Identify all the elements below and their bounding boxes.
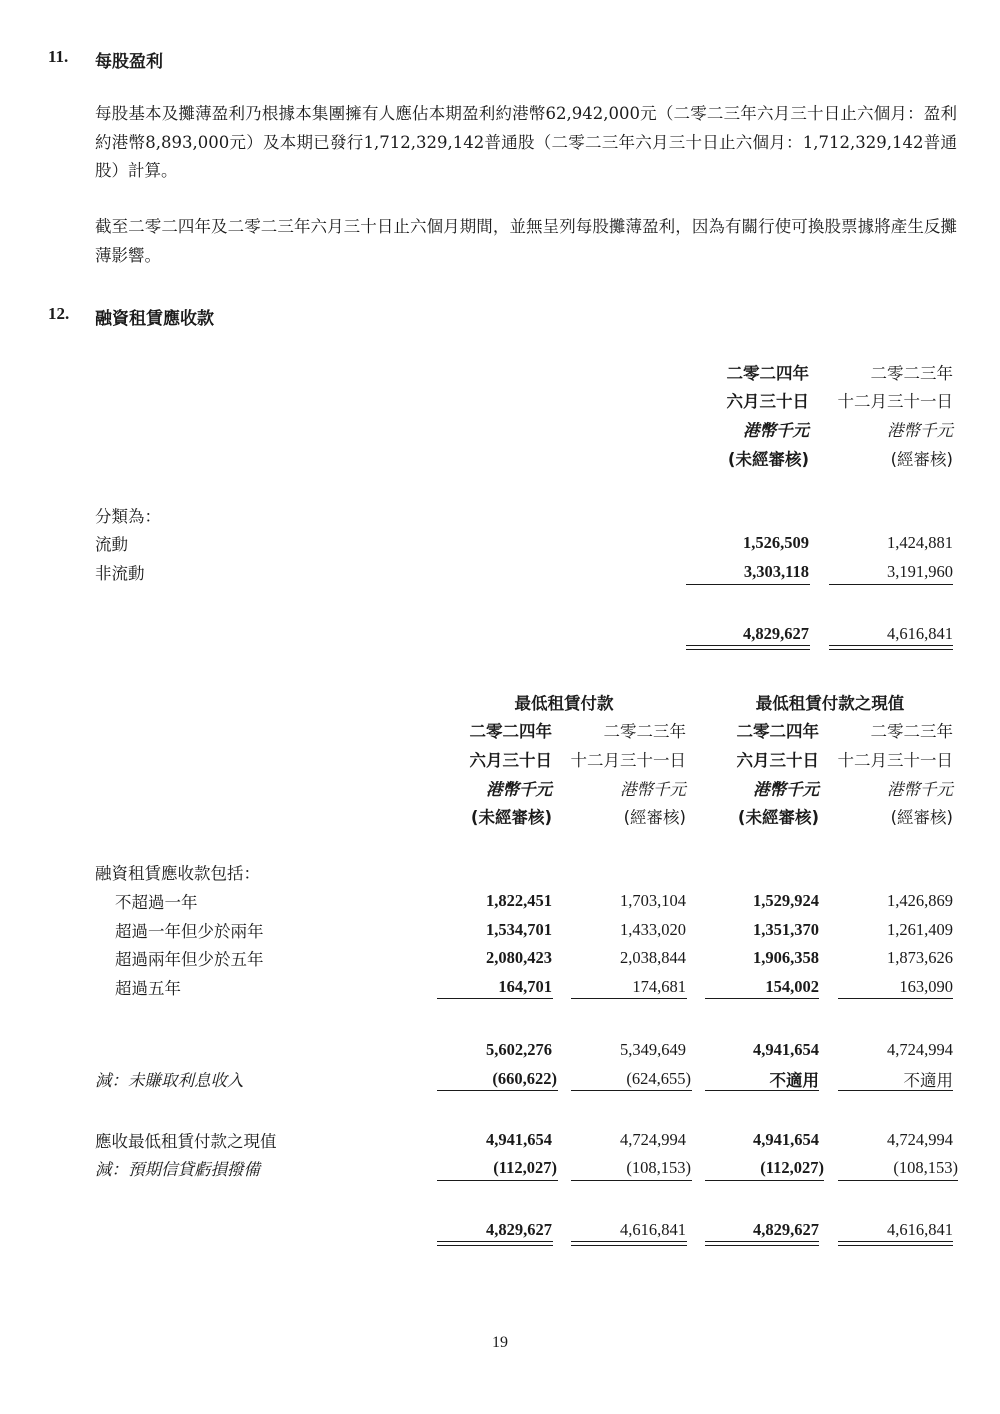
table2-double-underline-b xyxy=(571,1241,687,1246)
cell-b: (108,153) xyxy=(626,1158,691,1177)
cell-2024: 4,829,627 xyxy=(743,624,809,643)
header-audit: (經審核) xyxy=(890,808,953,827)
cell-c: (112,027) xyxy=(760,1158,824,1177)
row-label: 減：預期信貸虧損撥備 xyxy=(95,1160,260,1179)
cell-a: 5,602,276 xyxy=(486,1040,552,1059)
eps-paragraph-1: 每股基本及攤薄盈利乃根據本集團擁有人應佔本期盈利約港幣62,942,000元（二零二三年六月三十日止六個月：盈利約港幣8,893,000元）及本期已發行1,712,329,142普通股（二零二三年六月三十日止六個月：1,712,329,142普通股）計算。 xyxy=(95,104,957,180)
cell-a: (112,027) xyxy=(493,1158,557,1177)
header-unit: 港幣千元 xyxy=(486,780,552,799)
table2-underline-c xyxy=(705,1090,819,1091)
cell-c: 154,002 xyxy=(765,977,819,996)
header-unit: 港幣千元 xyxy=(887,780,953,799)
header-year: 二零二三年 xyxy=(870,364,953,383)
cell-a: 1,534,701 xyxy=(486,920,552,939)
header-unit: 港幣千元 xyxy=(620,780,686,799)
row-label: 減：未賺取利息收入 xyxy=(95,1071,244,1090)
cell-d: 不適用 xyxy=(903,1071,953,1090)
cell-a: 2,080,423 xyxy=(486,948,552,967)
table1-caption: 分類為： xyxy=(95,507,161,526)
row-label: 不超過一年 xyxy=(115,893,198,912)
section-number: 11. xyxy=(48,47,69,66)
header-date: 六月三十日 xyxy=(469,751,552,770)
table2-underline-b xyxy=(571,1090,692,1091)
header-year: 二零二四年 xyxy=(726,364,809,383)
cell-d: 1,426,869 xyxy=(887,891,953,910)
cell-a: 164,701 xyxy=(498,977,552,996)
table2-underline-b xyxy=(571,998,687,999)
header-year: 二零二四年 xyxy=(736,722,819,741)
section-title: 融資租賃應收款 xyxy=(95,309,214,329)
header-year: 二零二四年 xyxy=(469,722,552,741)
cell-2024: 1,526,509 xyxy=(743,533,809,552)
table2-underline-a xyxy=(437,1180,558,1181)
cell-d: 1,261,409 xyxy=(887,920,953,939)
table2-caption: 融資租賃應收款包括： xyxy=(95,864,260,883)
header-unit: 港幣千元 xyxy=(753,780,819,799)
cell-d: (108,153) xyxy=(893,1158,958,1177)
cell-c: 1,906,358 xyxy=(753,948,819,967)
table1-underline-2024 xyxy=(686,584,810,585)
cell-d: 1,873,626 xyxy=(887,948,953,967)
header-year: 二零二三年 xyxy=(603,722,686,741)
header-date: 十二月三十一日 xyxy=(837,392,953,411)
table2-double-underline-d xyxy=(838,1241,953,1246)
page-number: 19 xyxy=(492,1334,508,1351)
cell-b: 5,349,649 xyxy=(620,1040,686,1059)
cell-b: 2,038,844 xyxy=(620,948,686,967)
cell-b: 4,724,994 xyxy=(620,1130,686,1149)
cell-d: 4,724,994 xyxy=(887,1040,953,1059)
cell-c: 1,529,924 xyxy=(753,891,819,910)
cell-a: 4,941,654 xyxy=(486,1130,552,1149)
table2-underline-c xyxy=(705,998,819,999)
table2-underline-d xyxy=(838,998,953,999)
header-date: 十二月三十一日 xyxy=(570,751,686,770)
header-unit: 港幣千元 xyxy=(743,421,809,440)
cell-c: 4,941,654 xyxy=(753,1130,819,1149)
eps-paragraph-2: 截至二零二四年及二零二三年六月三十日止六個月期間，並無呈列每股攤薄盈利，因為有關行使可換股票據將產生反攤薄影響。 xyxy=(95,217,957,265)
table1-double-underline-2023 xyxy=(829,645,953,650)
cell-b: 4,616,841 xyxy=(620,1220,686,1239)
cell-a: 1,822,451 xyxy=(486,891,552,910)
cell-b: 174,681 xyxy=(632,977,686,996)
table2-underline-c xyxy=(705,1180,824,1181)
cell-2023: 4,616,841 xyxy=(887,624,953,643)
header-audit: (經審核) xyxy=(890,450,953,469)
cell-2023: 1,424,881 xyxy=(887,533,953,552)
header-audit: (未經審核) xyxy=(727,450,809,469)
header-date: 十二月三十一日 xyxy=(837,751,953,770)
row-label: 超過兩年但少於五年 xyxy=(115,950,264,969)
table2-double-underline-a xyxy=(437,1241,553,1246)
header-unit: 港幣千元 xyxy=(887,421,953,440)
cell-a: 4,829,627 xyxy=(486,1220,552,1239)
header-audit: (未經審核) xyxy=(737,808,819,827)
table2-underline-d xyxy=(838,1180,958,1181)
row-label: 非流動 xyxy=(95,564,145,583)
table2-underline-b xyxy=(571,1180,692,1181)
cell-2023: 3,191,960 xyxy=(887,562,953,581)
row-label: 流動 xyxy=(95,535,128,554)
table1-underline-2023 xyxy=(829,584,953,585)
cell-d: 4,616,841 xyxy=(887,1220,953,1239)
header-audit: (未經審核) xyxy=(470,808,552,827)
row-label: 超過五年 xyxy=(115,979,181,998)
cell-b: 1,703,104 xyxy=(620,891,686,910)
row-label: 超過一年但少於兩年 xyxy=(115,922,264,941)
section-number: 12. xyxy=(48,304,70,323)
header-date: 六月三十日 xyxy=(726,392,809,411)
header-date: 六月三十日 xyxy=(736,751,819,770)
cell-c: 不適用 xyxy=(769,1071,819,1090)
cell-c: 4,829,627 xyxy=(753,1220,819,1239)
table2-underline-a xyxy=(437,998,553,999)
header-audit: (經審核) xyxy=(623,808,686,827)
cell-b: 1,433,020 xyxy=(620,920,686,939)
table2-double-underline-c xyxy=(705,1241,819,1246)
cell-d: 163,090 xyxy=(899,977,953,996)
cell-c: 1,351,370 xyxy=(753,920,819,939)
table2-group-pv: 最低租賃付款之現值 xyxy=(755,694,905,713)
header-year: 二零二三年 xyxy=(870,722,953,741)
row-label: 應收最低租賃付款之現值 xyxy=(95,1132,277,1151)
section-title: 每股盈利 xyxy=(95,52,163,72)
cell-b: (624,655) xyxy=(626,1069,691,1088)
cell-a: (660,622) xyxy=(492,1069,557,1088)
cell-d: 4,724,994 xyxy=(887,1130,953,1149)
cell-2024: 3,303,118 xyxy=(743,562,809,581)
cell-c: 4,941,654 xyxy=(753,1040,819,1059)
table1-double-underline-2024 xyxy=(686,645,810,650)
table2-group-mlp: 最低租賃付款 xyxy=(514,694,614,713)
table2-underline-d xyxy=(838,1090,953,1091)
table2-underline-a xyxy=(437,1090,558,1091)
